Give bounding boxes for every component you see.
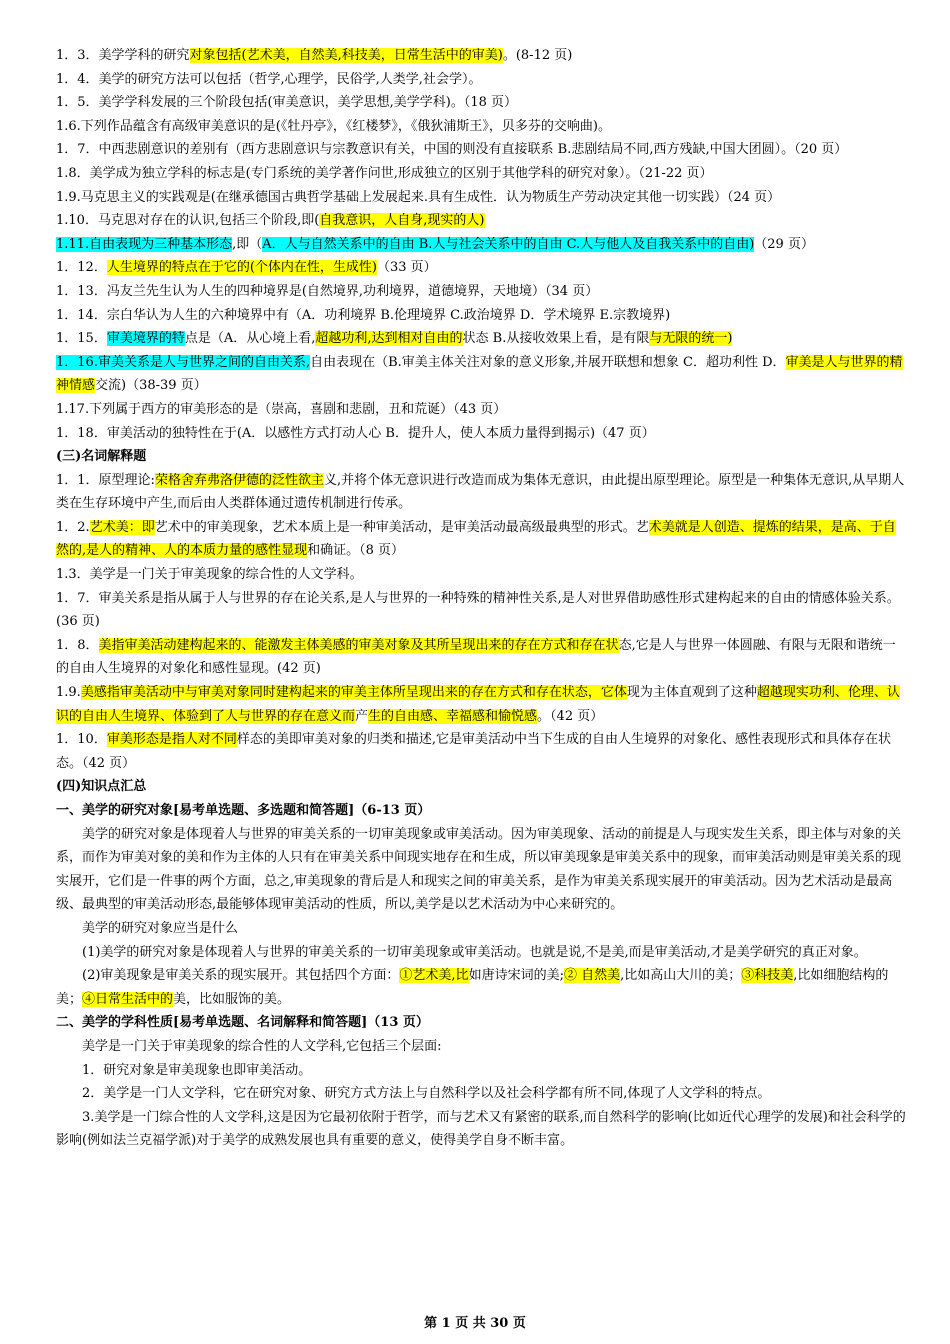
section-heading [56, 1011, 906, 1035]
text-segment: 。（42 页） [537, 708, 604, 724]
paragraph [56, 256, 906, 280]
text-segment: 。(8-12 页) [502, 48, 573, 63]
highlighted-text: ①艺术美,比 [399, 968, 469, 984]
paragraph [56, 162, 906, 186]
paragraph [56, 327, 906, 351]
paragraph [56, 1106, 906, 1153]
paragraph [56, 233, 906, 257]
highlighted-text: 对象包括(艺术美，自然美,科技美，日常生活中的审美) [189, 48, 503, 63]
paragraph [56, 304, 906, 328]
highlighted-text: 1.11. [56, 236, 90, 252]
document-body [56, 44, 906, 1153]
text-segment: 1．12． [56, 260, 107, 276]
text-segment: 样态的美即审美对象的归类和描述,它是审美活动中当下生成的自由人生境界的对象化、感性表现形式和具体存在状态。（42 页） [56, 732, 891, 771]
text-segment: 艺术中的审美现象，艺术本质上是一种审美活动，是审美活动最高级最典型的形式。艺 [154, 519, 649, 535]
text-segment: 美学是一门关于审美现象的综合性的人文学科,它包括三个层面: [82, 1038, 442, 1054]
highlighted-text: 1．16. [56, 354, 98, 370]
text-segment: 3.美学是一门综合性的人文学科,这是因为它最初依附于哲学，而与艺术又有紧密的联系,而自然科学的影响(比如近代心理学的发展)和社会科学的影响(例如法兰克福学派)对于美学的成熟发展也具有重要的意义，使得美学自身不断丰富。 [56, 1109, 906, 1149]
paragraph [56, 209, 906, 233]
text-segment: 1.3．美学是一门关于审美现象的综合性的人文学科。 [56, 567, 363, 583]
text-segment: ,即（ [232, 236, 263, 252]
paragraph [56, 587, 906, 634]
text-segment: (四)知识点汇总 [56, 779, 147, 795]
highlighted-text: 艺术美：即 [89, 519, 155, 535]
text-segment: 1.6.下列作品蕴含有高级审美意识的是(《牡丹亭》，《红楼梦》，《俄狄浦斯王》，贝多芬的交响曲)。 [56, 118, 611, 134]
highlighted-text: 自我意识，人自身,现实的人) [319, 213, 485, 229]
text-segment: 1．4．美学的研究方法可以包括（哲学,心理学，民俗学,人类学,社会学）。 [56, 71, 482, 87]
highlighted-text: 人生境界的特点在于它的(个体内在性，生成性) [106, 260, 377, 276]
text-segment: 1．14．宗白华认为人生的六种境界中有（A．功利境界 B.伦理境界 C.政治境界 D．学术境界 E.宗教境界) [56, 307, 671, 323]
text-segment: 一、美学的研究对象[易考单选题、多选题和简答题]（6-13 页） [56, 803, 431, 818]
section-heading [56, 775, 906, 799]
paragraph [56, 68, 906, 92]
highlighted-text: ③科技美 [741, 968, 794, 984]
highlighted-text: 审美形态是指人对不同 [106, 732, 237, 748]
text-segment: 1．15． [56, 331, 107, 347]
highlighted-text: 美感指审美活动中与审美对象同时建构起来的审美主体所呈现出来的存在方式和存在状态，它体 [80, 685, 627, 701]
paragraph [56, 634, 906, 681]
text-segment: 自由表现在（B.审美主体关注对象的意义形象,并展开联想和想象 C．超功利性 D． [310, 354, 786, 370]
paragraph [56, 422, 906, 446]
text-segment: 状态 B.从接收效果上看，是有限 [462, 331, 650, 347]
highlighted-text: 荣格舍弃弗洛伊德的泛性欲主 [154, 472, 324, 488]
text-segment: ,比如细胞结构的美； [56, 968, 889, 1007]
text-segment: 义,并将个体无意识进行改造而成为集体无意识，由此提出原型理论。原型是一种集体无意识,从早期人类在生存环境中产生,而后由人类群体通过遗传机制进行传承。 [56, 472, 905, 512]
text-segment: (1)美学的研究对象是体现着人与世界的审美关系的一切审美现象或审美活动。也就是说,不是美,而是审美活动,才是美学研究的真正对象。 [82, 944, 867, 960]
text-segment: 二、美学的学科性质[易考单选题、名词解释和简答题]（13 页） [56, 1015, 429, 1031]
highlighted-text: 自由表现为三种基本形态 [89, 236, 233, 252]
paragraph [56, 516, 906, 563]
paragraph [56, 917, 906, 941]
highlighted-text: 与无限的统一) [649, 331, 733, 347]
highlighted-text: 审美是人与世界的精神情感 [56, 354, 903, 394]
text-segment: 1．10． [56, 732, 107, 748]
paragraph [56, 138, 906, 162]
paragraph [56, 1035, 906, 1059]
paragraph [56, 964, 906, 1011]
text-segment: 1.17.下列属于西方的审美形态的是（崇高，喜剧和悲剧，丑和荒诞）（43 页） [56, 401, 507, 417]
text-segment: 1．18．审美活动的独特性在于(A．以感性方式打动人心 B．提升人，使人本质力量得到揭示)（47 页） [56, 425, 655, 441]
highlighted-text: 超越功利,达到相对自由的 [315, 331, 463, 347]
paragraph [56, 728, 906, 775]
text-segment: (三)名词解释题 [56, 449, 147, 465]
text-segment: 1．7．审美关系是指从属于人与世界的存在论关系,是人与世界的一种特殊的精神性关系,是人对世界借助感性形式建构起来的自由的情感体验关系。(36 页) [56, 590, 900, 630]
highlighted-text: 超越现实功利、伦理、认识的自由人生境界、体验到了人与世界的存在意义而 [56, 685, 900, 724]
text-segment: 态,它是人与世界一体圆融、有限与无限和谐统一的自由人生境界的对象化和感性显现。(42 页) [56, 637, 896, 677]
text-segment: （33 页） [376, 260, 437, 276]
highlighted-text: 术美就是人创造、提炼的结果，是高、于自然的,是人的精神、人的本质力量的感性显现 [56, 519, 896, 559]
text-segment: 1．研究对象是审美现象也即审美活动。 [82, 1062, 312, 1078]
text-segment: 现为主体直观到了这种 [626, 685, 757, 701]
text-segment: 产 [355, 708, 369, 724]
paragraph [56, 186, 906, 210]
paragraph [56, 1059, 906, 1083]
paragraph [56, 115, 906, 139]
text-segment: 1．7．中西悲剧意识的差别有（西方悲剧意识与宗教意识有关，中国的则没有直接联系 B.悲剧结局不同,西方残缺,中国大团圆）。（20 页） [56, 142, 848, 158]
text-segment: （29 页） [754, 236, 814, 252]
text-segment: 美学的研究对象应当是什么 [82, 920, 239, 936]
paragraph [56, 44, 906, 68]
text-segment: 1．2. [56, 519, 90, 535]
paragraph [56, 351, 906, 398]
paragraph [56, 823, 906, 917]
paragraph [56, 563, 906, 587]
text-segment: 1．5．美学学科发展的三个阶段包括(审美意识，美学思想,美学学科)。（18 页） [56, 95, 517, 111]
section-heading [56, 445, 906, 469]
paragraph [56, 280, 906, 304]
text-segment: 1．1．原型理论: [56, 472, 155, 488]
text-segment: 点是（A．从心境上看, [184, 331, 316, 347]
highlighted-text: A．人与自然关系中的自由 B.人与社会关系中的自由 C.人与他人及自我关系中的自由) [262, 236, 755, 252]
text-segment: 1.10．马克思对存在的认识,包括三个阶段,即( [56, 213, 320, 229]
text-segment: 交流)（38-39 页） [95, 378, 207, 394]
text-segment: 美，比如服饰的美。 [173, 991, 291, 1007]
paragraph [56, 941, 906, 965]
paragraph [56, 398, 906, 422]
text-segment: 1．3．美学学科的研究 [56, 48, 190, 63]
text-segment: ,比如高山大川的美； [620, 968, 742, 984]
highlighted-text: 审美关系是人与世界之间的自由关系, [97, 354, 311, 370]
text-segment: 如唐诗宋词的美; [468, 968, 564, 984]
highlighted-text: ④日常生活中的 [82, 991, 174, 1007]
paragraph [56, 681, 906, 728]
section-heading [56, 799, 906, 823]
text-segment: 1．13．冯友兰先生认为人生的四种境界是(自然境界,功利境界，道德境界，天地境）（34 页） [56, 283, 599, 299]
text-segment: 1.9. [56, 685, 81, 701]
text-segment: 和确证。（8 页） [307, 543, 405, 559]
text-segment: 1．8． [56, 637, 99, 653]
paragraph [56, 1082, 906, 1106]
highlighted-text: 审美境界的特 [106, 331, 185, 347]
text-segment: 2．美学是一门人文学科，它在研究对象、研究方式方法上与自然科学以及社会科学都有所不同,体现了人文学科的特点。 [82, 1086, 771, 1102]
text-segment: 美学的研究对象是体现着人与世界的审美关系的一切审美现象或审美活动。因为审美现象、活动的前提是人与现实发生关系，即主体与对象的关系，而作为审美对象的美和作为主体的人只有在审美关系中间现实地存在和生成，所以审美现象是审美关系中的现象，而审美活动则是审美关系的现实展开，它们是一件事的两个方面，总之,审美现象的背后是人和现实之间的审美关系，是作为审美关系现实展开的审美活动。因为艺术活动是最高级、最典型的审美活动形态,最能够体现审美活动的性质，所以,美学是以艺术活动为中心来研究的。 [56, 826, 902, 913]
text-segment: 1.9.马克思主义的实践观是(在继承德国古典哲学基础上发展起来.具有生成性．认为物质生产劳动决定其他一切实践）（24 页） [56, 189, 781, 205]
highlighted-text: 生的自由感、幸福感和愉悦感 [368, 708, 538, 724]
text-segment: 1.8．美学成为独立学科的标志是(专门系统的美学著作问世,形成独立的区别于其他学科的研究对象）。（21-22 页） [56, 165, 713, 181]
page-footer: 第 1 页 共 30 页 [424, 1316, 526, 1331]
text-segment: (2)审美现象是审美关系的现实展开。其包括四个方面： [82, 968, 400, 984]
highlighted-text: 美指审美活动建构起来的、能激发主体美感的审美对象及其所呈现出来的存在方式和存在状 [98, 637, 619, 653]
paragraph [56, 91, 906, 115]
paragraph [56, 469, 906, 516]
highlighted-text: ② 自然美 [563, 968, 621, 984]
